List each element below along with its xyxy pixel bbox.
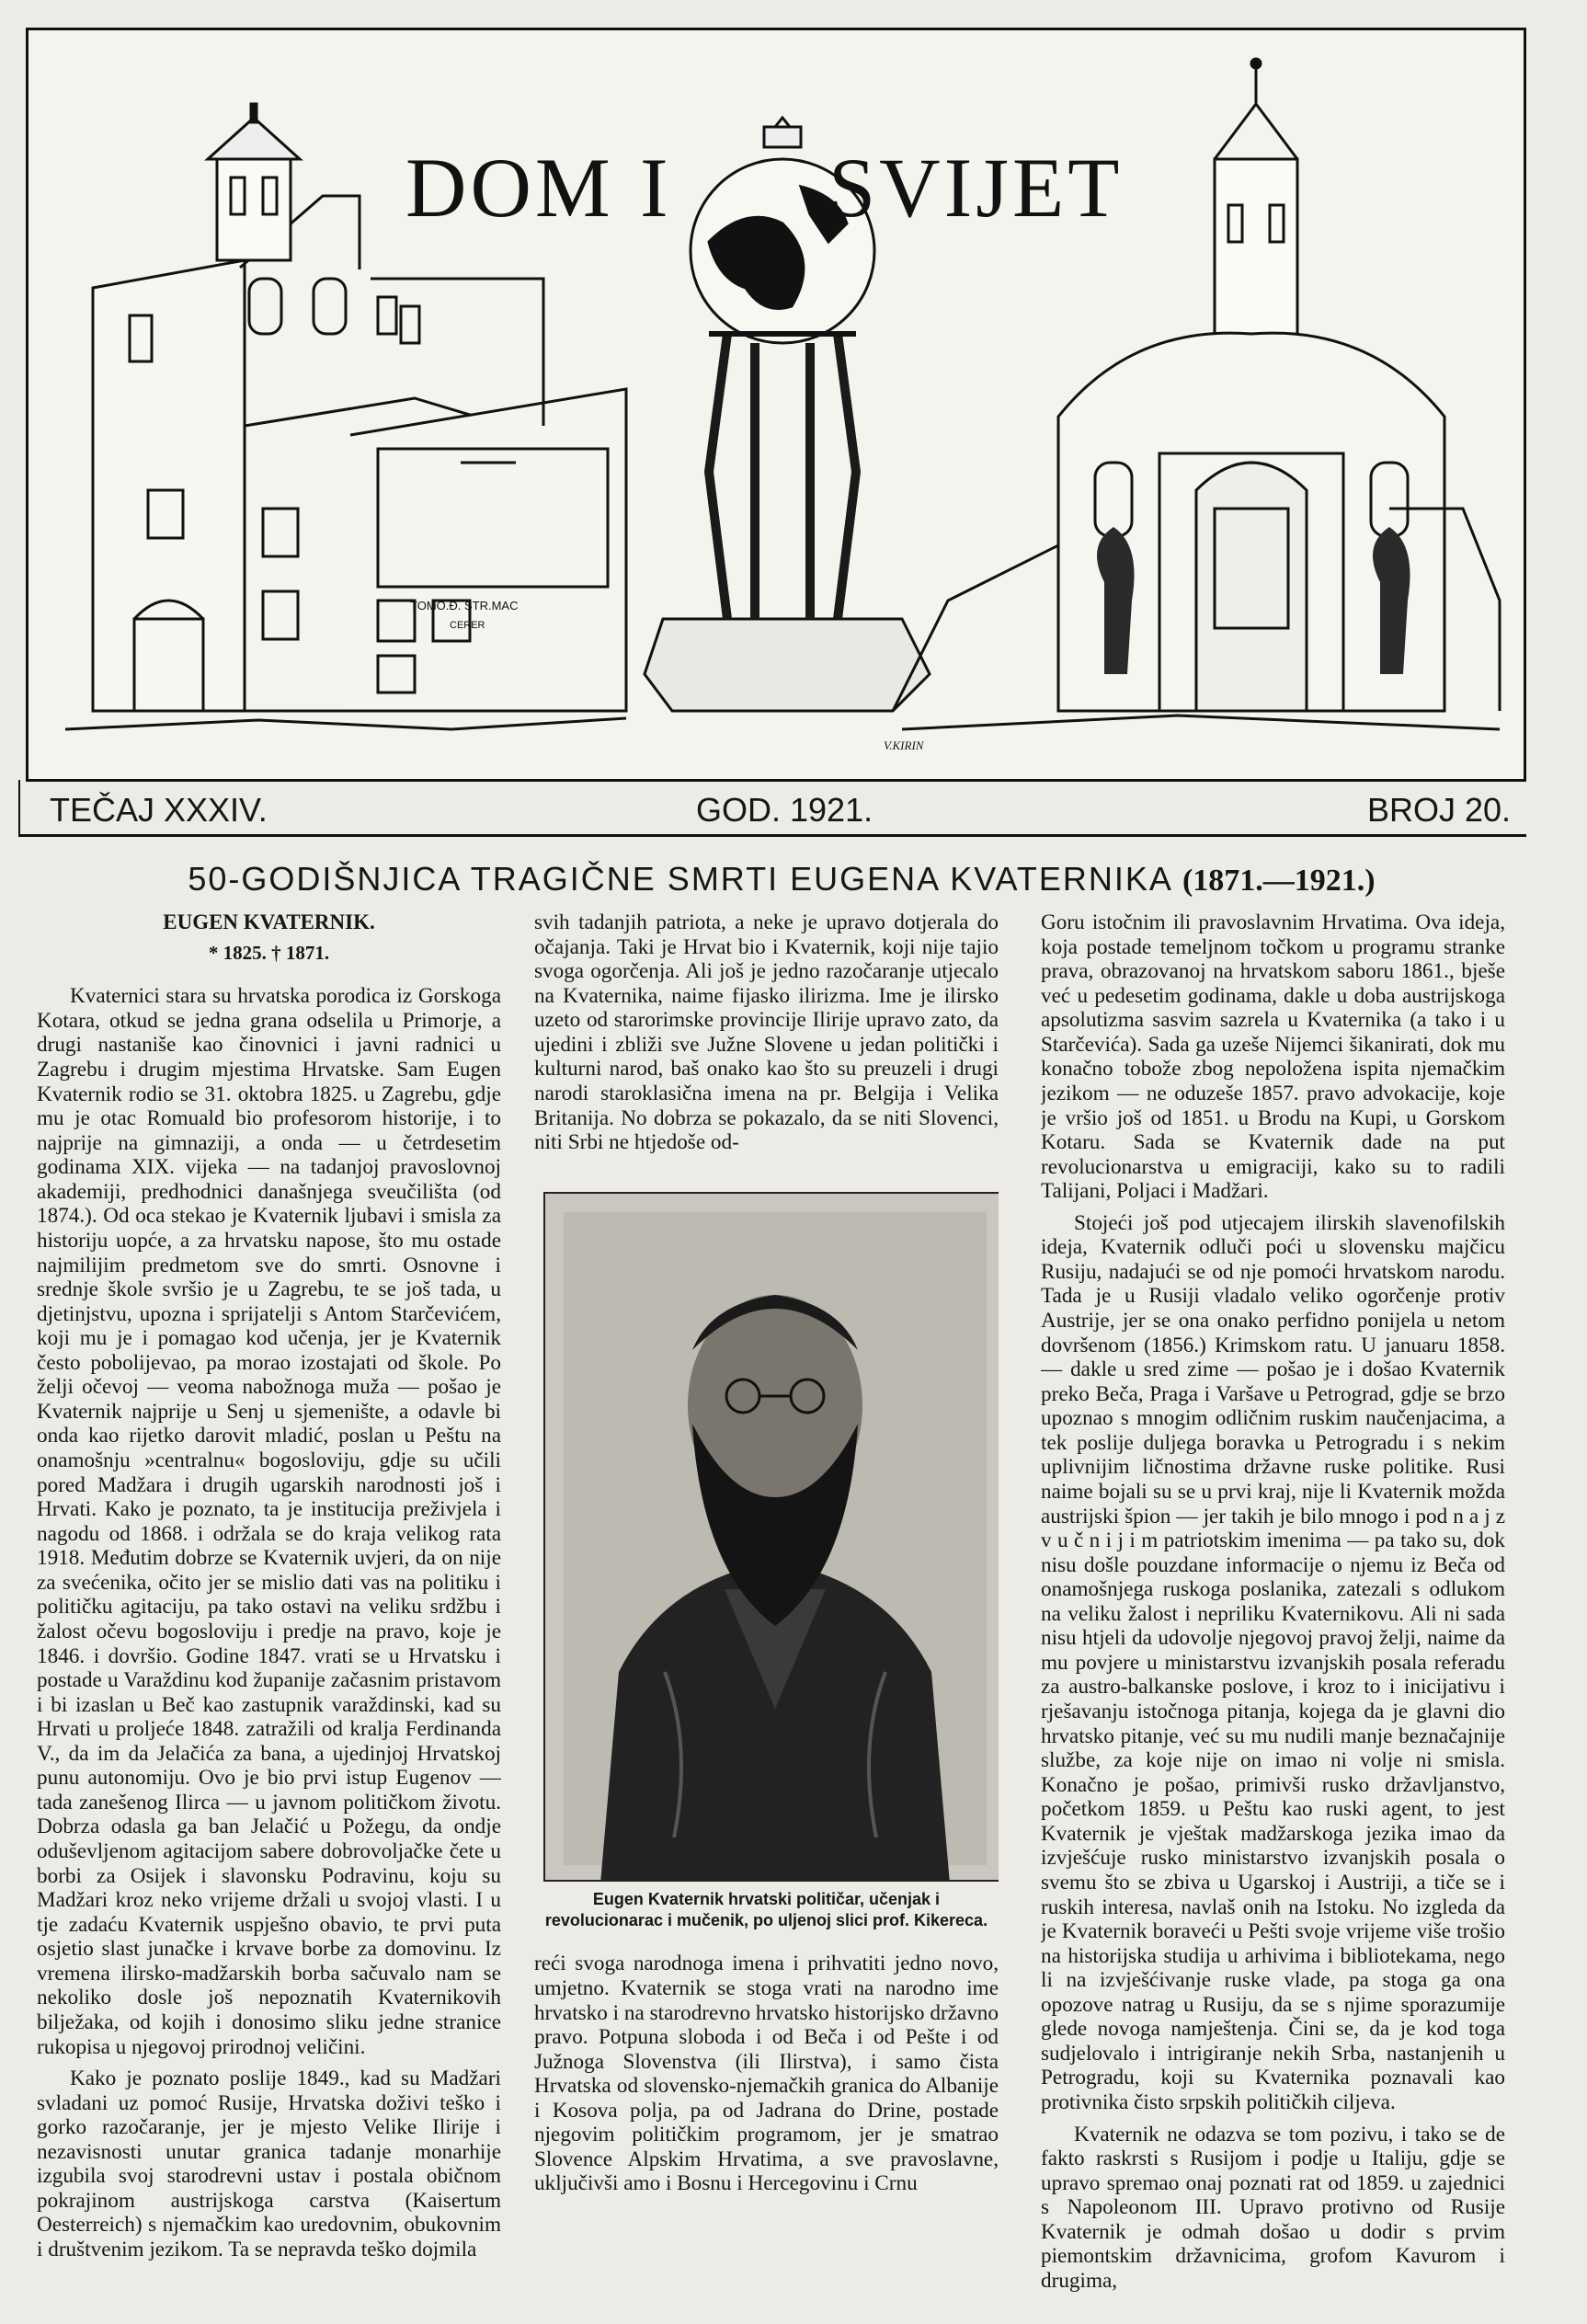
issue-bar — [18, 780, 1526, 837]
issue-number: BROJ 20. — [1367, 791, 1512, 829]
masthead-title-dom: DOM — [405, 141, 614, 235]
issue-volume: TEČAJ XXXIV. — [50, 791, 268, 829]
shop-sign-line2: CERER — [450, 620, 485, 631]
article-column-2 — [534, 910, 999, 2313]
article-column-1 — [37, 910, 501, 2313]
article-subheading: EUGEN KVATERNIK. — [163, 910, 375, 933]
paragraph: Kvaternik ne odazva se tom pozivu, i tako se de fakto raskrsti s Rusijom i podje u Italiju, gdje se upravo spremao onaj poznati rat od 1859. u zajednici s Napoleonom III. Upravo protivno od Rusije Kvaternik je odmah došao u dodir s prvim piemontskim državnicima, grofom Kavurom i drugima, — [1041, 2122, 1505, 2293]
paragraph: Goru istočnim ili pravoslavnim Hrvatima. Ova ideja, koja postade temeljnom točkom u programu stranke prava, obrazovanoj na hrvatskom saboru 1861., bješe već u pedesetim godinama, dakle u doba austrijskoga apsolutizma sasvim sazrela u Kvaternika (a tako i u Starčevića). Sada ga uzeše Nijemci šikanirati, dok mu konačno tobože zbog nepoložena ispita njemačkim jezikom — ne oduzeše 1857. pravo advokacije, koje je vršio još od 1851. u Brodu na Kupi, u Gorskom Kotaru. Sada se Kvaternik dade na put revolucionarstva u emigraciji, kako su to radili Talijani, Poljaci i Madžari. — [1041, 910, 1505, 1204]
portrait-photo — [543, 1192, 999, 1882]
issue-year: GOD. 1921. — [696, 791, 873, 829]
masthead-title-i: I — [640, 141, 672, 235]
paragraph: reći svoga narodnoga imena i prihvatiti jedno novo, umjetno. Kvaternik se stoga vrati na narodno ime hrvatsko i na starodrevno hrvatsko historijsko državno pravo. Potpuna sloboda i od Beča i od Pešte i od Južnoga Slovenstva (ili Ilirstva), i samo čista Hrvatska od slovensko-njemačkih granica do Albanije i Kosova polja, pa od Jadrana do Drine, postade njegovim političkim programom, jer je smatrao Slovence Alpskim Hrvatima, a sve pravoslavne, uključivši amo i Bosnu i Hercegovinu i Crnu — [534, 1952, 999, 2196]
headline-years: (1871.—1921.) — [1182, 864, 1376, 898]
portrait-image — [545, 1194, 999, 1882]
masthead-drawing — [29, 30, 1526, 782]
paragraph: Stojeći još pod utjecajem ilirskih slavenofilskih ideja, Kvaternik odluči poći u slovensku majčicu Rusiju, nadajući se od nje pomoći hrvatskom narodu. Tada je u Rusiji vladalo veliko ogorčenje protiv Austrije, jer se ona onako perfidno ponijela u netom dovršenom (1856.) Krimskom ratu. U januaru 1858. — dakle u sred zime — pošao je i došao Kvaternik preko Beča, Praga i Varšave u Petrograd, gdje se brzo upoznao s mnogim odličnim ruskim naučenjacima, a tek poslije duljega boravka u Petrogradu i s nekim uplivnijim ličnostima državne ruske politike. Rusi naime bojali su se u prvi kraj, nije li Kvaternik možda austrijski špion — jer takih je bilo mnogo i pod n a j z v u č n i j i m patriotskim imenima — pa tako su, dok nisu došle pouzdane informacije o njemu iz Beča od onamošnjega ruskoga poslanika, zatezali s odlukom na veliku žalost i nepriliku Kvaternikovu. Ali ni sada nisu htjeli da udovolje njegovoj pravoj želji, naime da mu povjere u ministarstvu izvanjskih posala referadu za austro-balkanske poslove, i kroz to i inicijativu i rješavanju istočnoga pitanja, kojega da je glavni dio hrvatsko pitanje, već su mu nudili manje beznačajnije službe, za koje nije on imao ni volje ni smisla. Konačno je pošao, primivši rusko državljanstvo, početkom 1859. u Peštu kao ruski agent, to jest Kvaternik je vještak madžarskoga jezika imao da izvješćuje rusko ministarstvo izvanjskih posala o svemu što se zbiva u Ugarskoj i Austriji, a tiče se i ruskih interesa, navlaš onih na Istoku. No izgleda da je Kvaternik boraveći u Pešti svoje vrijeme više trošio na historijska studija u arhivima i bibliotekama, nego li na izvješćivanje ruske vlade, pa stoga ga ona opozove natrag u Rusiju, da se s njime sporazumije glede novoga namještenja. Čini se, da je kod toga sudjelovalo i intrigiranje nekih Srba, nastanjenih u Petrogradu, koji su Kvaternika poznavali kao protivnika čisto srpskih političkih ciljeva. — [1041, 1210, 1505, 2114]
article-dates: * 1825. † 1871. — [208, 942, 330, 965]
shop-sign-line1: TOMO.Đ. STR.MAC — [410, 599, 519, 612]
masthead-illustration — [26, 28, 1526, 782]
artist-signature: V.KIRIN — [884, 738, 924, 752]
masthead-title-svijet: SVIJET — [828, 141, 1124, 235]
paragraph: svih tadanjih patriota, a neke je upravo dotjerala do očajanja. Taki je Hrvat bio i Kvaternik, koji nije tajio svoga ogorčenja. Ali još je jedno razočaranje utjecalo na Kvaternika, naime fijasko ilirizma. Ime je ilirsko uzeto od starorimske provincije Ilirije upravo zato, da ujedini i zbliži sve Južne Slovene u jedan politički i kulturni narod, baš onako kao što su preuzeli i drugi narodi staroklasična imena na pr. Belgija i Velika Britanija. No dobrza se pokazalo, da se niti Slovenci, niti Srbi ne htjedoše od- — [534, 910, 999, 1155]
paragraph: Kako je poznato poslije 1849., kad su Madžari svladani uz pomoć Rusije, Hrvatska doživi teško i gorko razočaranje, jer je mjesto Velike Ilirije i nezavisnosti unutar granica tadanje monarhije izgubila svoj starodrevni ustav i postala običnom pokrajinom austrijskoga carstva (Kaisertum Oesterreich) s njemačkim kao uredovnim, obukovnim i društvenim jezikom. Ta se nepravda teško dojmila — [37, 2066, 501, 2262]
article-column-3 — [1041, 910, 1505, 2313]
article-headline — [18, 860, 1545, 899]
headline-text: 50-GODIŠNJICA TRAGIČNE SMRTI EUGENA KVATERNIKA — [188, 860, 1171, 898]
paragraph: Kvaternici stara su hrvatska porodica iz Gorskoga Kotara, otkud se jedna grana odselila u Primorje, a drugi nastaniše kao činovnici i javni radnici u Zagrebu i drugim mjestima Hrvatske. Sam Eugen Kvaternik rodio se 31. oktobra 1825. u Zagrebu, gdje mu je otac Romuald bio profesorom historije, i to najprije na gimnaziji, a onda — u četrdesetim godinama XIX. vijeka — na tadanjoj pravoslovnoj akademiji, predhodnici današnjega sveučilišta (od 1874.). Od oca stekao je Kvaternik ljubavi i smisla za historiju uopće, a za hrvatsku napose, što mu ostade najmilijim predmetom sve do smrti. Osnovne i srednje škole svršio je u Zagrebu, te se još tada, u djetinjstvu, upozna i sprijatelji s Antom Starčevićem, koji mu je i pomagao kod učenja, jer je Kvaternik često pobolijevao, pa morao izostajati od škole. Po želji očevoj — veoma nabožnoga muža — pošao je Kvaternik najprije u Senj u sjemenište, a odavle bi onda kao rijetko darovit mladić, poslan u Peštu na onamošnju »centralnu« bogosloviju, gdje su učili pored Madžara i drugih ugarskih narodnosti još i Hrvati. Kako je poznato, ta je institucija preživjela i nagodu od 1868. i održala se do kraja velikog rata 1918. Međutim dobrze se Kvaternik uvjeri, da on nije za svećenika, očito jer se mislio dati vas na politiku i političku agitaciju, pa tako ostavi na veliku srdžbu i žalost očevu bogosloviju i predje na pravo, koje je 1846. i dovršio. Godine 1847. vrati se u Hrvatsku i postade u Varaždinu kod županije začasnim pristavom i bi izaslan u Beč kao zastupnik varaždinski, kad su Hrvati u proljeće 1848. zatražili od kralja Ferdinanda V., da im da Jelačića za bana, a ujedinjoj Hrvatskoj punu autonomiju. Ovo je bio prvi istup Eugenov — tada zanešenog Ilirca — u javnom političkom životu. Dobrza odasla ga ban Jelačić u Požegu, da ondje oduševljenom agitacijom saberе dobrovoljačke čete u borbi za Osijek i slavonsku Podravinu, koju su Madžari kroz neko vrijeme držali u svojoj vlasti. I u tje zadaću Kvaternik uspješno obavio, te prvi puta osjetio slast junačke i krvave borbe za domovinu. Iz vremena ilirsko-madžarskih borba sačuvalo nam se nekoliko dosle još nepoznatih Kvaternikovih bilježaka, od kojih i donosimo sliku jedne stranice rukopisa u njegovoj prirodnoj veličini. — [37, 984, 501, 2059]
photo-caption: Eugen Kvaternik hrvatski političar, učenjak i revolucionarac i mučenik, po uljenoj slici prof. Kikereca. — [544, 1889, 988, 1930]
